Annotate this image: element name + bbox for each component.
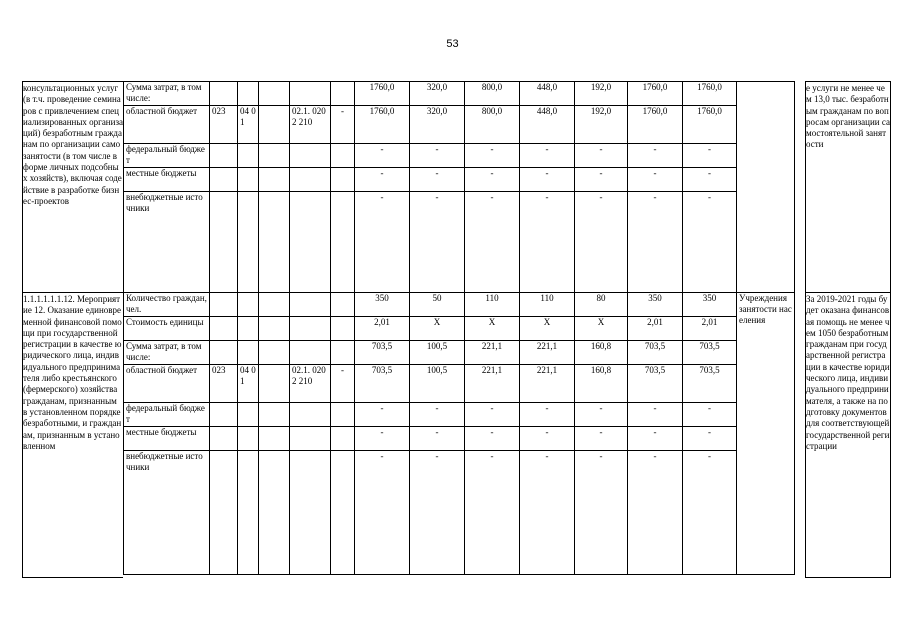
value-cell: - bbox=[628, 403, 683, 427]
code-grbs bbox=[210, 341, 238, 365]
code-grbs bbox=[210, 168, 238, 192]
row-label: внебюджетные источники bbox=[124, 192, 210, 293]
code-target bbox=[290, 317, 331, 341]
value-cell: - bbox=[355, 403, 410, 427]
value-cell: 1760,0 bbox=[683, 106, 737, 144]
table-row bbox=[124, 168, 795, 192]
value-cell: X bbox=[410, 317, 465, 341]
value-cell: 2,01 bbox=[628, 317, 683, 341]
frame-line-bottom-right bbox=[805, 577, 891, 578]
code-empty bbox=[259, 168, 290, 192]
code-type bbox=[331, 168, 355, 192]
code-target bbox=[290, 293, 331, 317]
value-cell: - bbox=[355, 192, 410, 293]
value-cell: - bbox=[575, 427, 628, 451]
value-cell: - bbox=[355, 451, 410, 575]
value-cell: 703,5 bbox=[683, 365, 737, 403]
value-cell: 800,0 bbox=[465, 82, 520, 106]
value-cell: 100,5 bbox=[410, 365, 465, 403]
executor-cell bbox=[737, 82, 795, 293]
frame-line-top-right bbox=[805, 81, 891, 82]
block2-description: 1.1.1.1.1.1.12. Мероприятие 12. Оказание единовременной финансовой помощи при государственной регистрации в качестве юридического лица, индивидуального предпринимателя либо крестьянского (фермерского) хозяйства гражданам, признанным в установленном порядке безработными, и гражданам, признанным в установленном bbox=[23, 294, 122, 451]
value-cell: 1760,0 bbox=[683, 82, 737, 106]
value-cell: - bbox=[628, 168, 683, 192]
row-label: областной бюджет bbox=[124, 365, 210, 403]
value-cell: - bbox=[628, 192, 683, 293]
block2-result: За 2019-2021 годы будет оказана финансовая помощь не менее чем 1050 безработным гражданам при государственной регистрации в качестве юридического лица, индивидуального предпринимателя, а также на подготовку документов для соответствующей государственной регистрации bbox=[806, 294, 890, 451]
value-cell: - bbox=[410, 403, 465, 427]
code-target bbox=[290, 427, 331, 451]
value-cell: 350 bbox=[355, 293, 410, 317]
value-cell: 448,0 bbox=[520, 106, 575, 144]
code-target: 02.1. 0202 210 bbox=[290, 365, 331, 403]
value-cell: - bbox=[465, 403, 520, 427]
code-section bbox=[238, 341, 259, 365]
value-cell: 192,0 bbox=[575, 82, 628, 106]
value-cell: - bbox=[520, 192, 575, 293]
code-section bbox=[238, 293, 259, 317]
table-row bbox=[124, 293, 795, 317]
code-target: 02.1. 0202 210 bbox=[290, 106, 331, 144]
row-label: Стоимость единицы bbox=[124, 317, 210, 341]
code-type bbox=[331, 317, 355, 341]
code-type bbox=[331, 451, 355, 575]
value-cell: 703,5 bbox=[628, 365, 683, 403]
value-cell: - bbox=[410, 168, 465, 192]
value-cell: 50 bbox=[410, 293, 465, 317]
value-cell: - bbox=[575, 168, 628, 192]
value-cell: 1760,0 bbox=[355, 106, 410, 144]
value-cell: 80 bbox=[575, 293, 628, 317]
code-target bbox=[290, 168, 331, 192]
table-row bbox=[124, 341, 795, 365]
value-cell: X bbox=[575, 317, 628, 341]
block-divider-left bbox=[22, 292, 123, 293]
block1-description: консультационных услуг (в т.ч. проведение семинаров с привлечением специализированных организаций) безработным гражданам по организации самозанятости (в том числе в форме личных подсобных хозяйств), включая содействие в разработке бизнес-проектов bbox=[23, 83, 123, 206]
value-cell: - bbox=[465, 192, 520, 293]
table-row bbox=[124, 451, 795, 575]
value-cell: 320,0 bbox=[410, 82, 465, 106]
code-empty bbox=[259, 192, 290, 293]
row-label: федеральный бюджет bbox=[124, 144, 210, 168]
code-grbs: 023 bbox=[210, 106, 238, 144]
value-cell: - bbox=[410, 451, 465, 575]
code-grbs bbox=[210, 144, 238, 168]
value-cell: - bbox=[520, 427, 575, 451]
value-cell: 703,5 bbox=[355, 341, 410, 365]
value-cell: 192,0 bbox=[575, 106, 628, 144]
value-cell: 703,5 bbox=[628, 341, 683, 365]
code-empty bbox=[259, 144, 290, 168]
value-cell: - bbox=[520, 403, 575, 427]
budget-table bbox=[123, 81, 795, 575]
code-empty bbox=[259, 451, 290, 575]
value-cell: - bbox=[355, 427, 410, 451]
code-section bbox=[238, 168, 259, 192]
frame-line-bottom-left bbox=[22, 577, 123, 578]
value-cell: X bbox=[520, 317, 575, 341]
code-grbs bbox=[210, 293, 238, 317]
code-section bbox=[238, 192, 259, 293]
row-label: областной бюджет bbox=[124, 106, 210, 144]
value-cell: - bbox=[628, 427, 683, 451]
row-label: внебюджетные источники bbox=[124, 451, 210, 575]
value-cell: 221,1 bbox=[520, 341, 575, 365]
row-label: местные бюджеты bbox=[124, 168, 210, 192]
value-cell: - bbox=[520, 451, 575, 575]
value-cell: 221,1 bbox=[465, 365, 520, 403]
value-cell: 100,5 bbox=[410, 341, 465, 365]
table-row bbox=[124, 427, 795, 451]
value-cell: - bbox=[520, 144, 575, 168]
value-cell: - bbox=[355, 168, 410, 192]
code-target bbox=[290, 341, 331, 365]
value-cell: - bbox=[465, 168, 520, 192]
value-cell: - bbox=[465, 451, 520, 575]
code-type: - bbox=[331, 106, 355, 144]
code-type: - bbox=[331, 365, 355, 403]
row-label: Количество граждан, чел. bbox=[124, 293, 210, 317]
value-cell: - bbox=[575, 144, 628, 168]
value-cell: - bbox=[410, 192, 465, 293]
value-cell: 1760,0 bbox=[355, 82, 410, 106]
code-target bbox=[290, 192, 331, 293]
value-cell: - bbox=[628, 451, 683, 575]
code-empty bbox=[259, 403, 290, 427]
frame-line-top-left bbox=[22, 81, 123, 82]
value-cell: 703,5 bbox=[683, 341, 737, 365]
code-grbs bbox=[210, 427, 238, 451]
value-cell: 1760,0 bbox=[628, 82, 683, 106]
page-number: 53 bbox=[446, 38, 459, 50]
code-target bbox=[290, 82, 331, 106]
value-cell: 2,01 bbox=[683, 317, 737, 341]
code-grbs bbox=[210, 451, 238, 575]
code-type bbox=[331, 82, 355, 106]
value-cell: - bbox=[683, 451, 737, 575]
frame-line-right bbox=[890, 81, 891, 577]
value-cell: - bbox=[575, 451, 628, 575]
value-cell: - bbox=[575, 192, 628, 293]
value-cell: - bbox=[575, 403, 628, 427]
code-section bbox=[238, 317, 259, 341]
executor-cell: Учреждения занятости населения bbox=[737, 293, 795, 575]
code-type bbox=[331, 427, 355, 451]
value-cell: 221,1 bbox=[465, 341, 520, 365]
code-empty bbox=[259, 293, 290, 317]
code-section bbox=[238, 144, 259, 168]
row-label: местные бюджеты bbox=[124, 427, 210, 451]
code-target bbox=[290, 144, 331, 168]
row-label: федеральный бюджет bbox=[124, 403, 210, 427]
value-cell: 110 bbox=[520, 293, 575, 317]
value-cell: - bbox=[628, 144, 683, 168]
code-target bbox=[290, 403, 331, 427]
block-divider-right bbox=[805, 292, 891, 293]
code-type bbox=[331, 403, 355, 427]
code-type bbox=[331, 341, 355, 365]
value-cell: 800,0 bbox=[465, 106, 520, 144]
value-cell: X bbox=[465, 317, 520, 341]
value-cell: 703,5 bbox=[355, 365, 410, 403]
table-row bbox=[124, 144, 795, 168]
value-cell: - bbox=[355, 144, 410, 168]
table-row bbox=[124, 365, 795, 403]
code-section bbox=[238, 451, 259, 575]
value-cell: - bbox=[465, 427, 520, 451]
code-empty bbox=[259, 82, 290, 106]
code-grbs bbox=[210, 317, 238, 341]
code-grbs bbox=[210, 82, 238, 106]
code-section: 04 01 bbox=[238, 365, 259, 403]
row-label: Сумма затрат, в том числе: bbox=[124, 82, 210, 106]
code-empty bbox=[259, 317, 290, 341]
value-cell: 448,0 bbox=[520, 82, 575, 106]
value-cell: - bbox=[465, 144, 520, 168]
table-row bbox=[124, 106, 795, 144]
code-section: 04 01 bbox=[238, 106, 259, 144]
code-empty bbox=[259, 106, 290, 144]
value-cell: - bbox=[683, 403, 737, 427]
code-section bbox=[238, 82, 259, 106]
table-row bbox=[124, 317, 795, 341]
code-empty bbox=[259, 427, 290, 451]
value-cell: 110 bbox=[465, 293, 520, 317]
value-cell: - bbox=[683, 192, 737, 293]
code-grbs bbox=[210, 403, 238, 427]
value-cell: 320,0 bbox=[410, 106, 465, 144]
value-cell: 160,8 bbox=[575, 341, 628, 365]
code-type bbox=[331, 293, 355, 317]
value-cell: - bbox=[520, 168, 575, 192]
code-grbs: 023 bbox=[210, 365, 238, 403]
code-type bbox=[331, 144, 355, 168]
value-cell: 350 bbox=[683, 293, 737, 317]
code-empty bbox=[259, 365, 290, 403]
code-section bbox=[238, 427, 259, 451]
table-row bbox=[124, 192, 795, 293]
table-row bbox=[124, 403, 795, 427]
code-target bbox=[290, 451, 331, 575]
code-empty bbox=[259, 341, 290, 365]
code-type bbox=[331, 192, 355, 293]
code-grbs bbox=[210, 192, 238, 293]
value-cell: 1760,0 bbox=[628, 106, 683, 144]
code-section bbox=[238, 403, 259, 427]
value-cell: 221,1 bbox=[520, 365, 575, 403]
value-cell: 350 bbox=[628, 293, 683, 317]
value-cell: 160,8 bbox=[575, 365, 628, 403]
block1-result: е услуги не менее чем 13,0 тыс. безработным гражданам по вопросам организации самостоятельной занятости bbox=[806, 83, 890, 150]
value-cell: - bbox=[683, 427, 737, 451]
value-cell: - bbox=[683, 144, 737, 168]
table-row bbox=[124, 82, 795, 106]
value-cell: - bbox=[410, 144, 465, 168]
value-cell: 2,01 bbox=[355, 317, 410, 341]
row-label: Сумма затрат, в том числе: bbox=[124, 341, 210, 365]
value-cell: - bbox=[410, 427, 465, 451]
value-cell: - bbox=[683, 168, 737, 192]
